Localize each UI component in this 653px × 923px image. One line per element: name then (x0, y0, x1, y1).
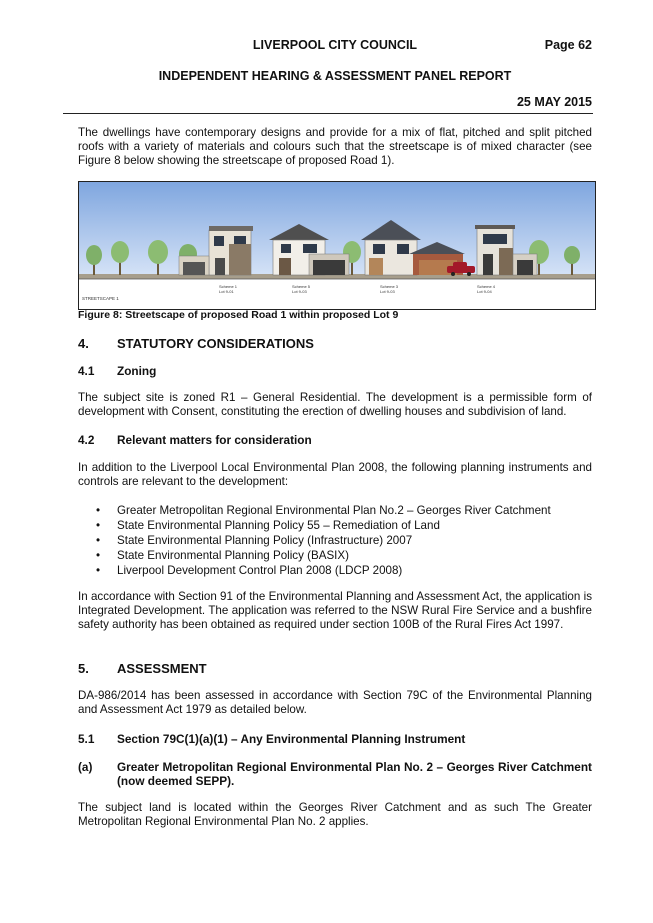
section-title: Relevant matters for consideration (117, 433, 312, 447)
streetscape-drawing (79, 182, 595, 309)
section-number: 5.1 (78, 732, 95, 746)
section-4-2-heading (78, 433, 312, 447)
section-title: ASSESSMENT (117, 661, 207, 676)
section-number: 4.1 (78, 364, 95, 378)
page-number: Page 62 (544, 38, 592, 52)
section-5-1-heading (78, 732, 465, 746)
lot-label: Scheme 4 (477, 284, 496, 289)
assessment-paragraph: DA-986/2014 has been assessed in accordance with Section 79C of the Environmental Planning and Assessment Act 1979 as detailed below. (78, 689, 592, 716)
section-title: Section 79C(1)(a)(1) – Any Environmental Planning Instrument (117, 732, 466, 746)
list-item: • Greater Metropolitan Regional Environmental Plan No.2 – Georges River Catchment (96, 503, 551, 518)
instruments-intro: In addition to the Liverpool Local Environmental Plan 2008, the following planning instruments and controls are relevant to the development: (78, 461, 592, 488)
section-number: 4.2 (78, 433, 95, 447)
list-item: • State Environmental Planning Policy (Infrastructure) 2007 (96, 533, 551, 548)
header-rule (63, 113, 593, 114)
lot-label: Scheme 1 (219, 284, 238, 289)
section-title: Zoning (117, 364, 157, 378)
intro-paragraph: The dwellings have contemporary designs and provide for a mix of flat, pitched and split pitched roofs with a variety of materials and colours such that the streetscape is of mixed character (see Figure 8 below showing the streetscape of proposed Road 1). (78, 126, 592, 167)
list-item: • State Environmental Planning Policy 55 – Remediation of Land (96, 518, 551, 533)
council-name: LIVERPOOL CITY COUNCIL (252, 38, 418, 52)
instruments-list (96, 503, 551, 578)
subsection-title: Greater Metropolitan Regional Environmental Plan No. 2 – Georges River Catchment (now deemed SEPP). (117, 760, 592, 788)
section-5-heading (78, 661, 207, 676)
list-item: • Liverpool Development Control Plan 2008 (LDCP 2008) (96, 563, 551, 578)
section-number: 5. (78, 661, 89, 676)
catchment-paragraph: The subject land is located within the Georges River Catchment and as such The Greater Metropolitan Regional Environmental Plan No. 2 applies. (78, 801, 592, 828)
report-title: INDEPENDENT HEARING & ASSESSMENT PANEL REPORT (158, 69, 512, 83)
subsection-label: (a) (78, 760, 93, 774)
lot-label: Lot 9-04 (477, 289, 492, 294)
streetscape-figure (78, 181, 596, 310)
section-title: STATUTORY CONSIDERATIONS (117, 336, 314, 351)
zoning-paragraph: The subject site is zoned R1 – General Residential. The development is a permissible form of development with Consent, constituting the erection of dwelling houses and subdivision of land. (78, 391, 592, 418)
section-number: 4. (78, 336, 89, 351)
figure-caption: Figure 8: Streetscape of proposed Road 1 within proposed Lot 9 (78, 309, 399, 321)
lot-label: Lot 9-03 (380, 289, 395, 294)
integrated-development-paragraph: In accordance with Section 91 of the Environmental Planning and Assessment Act, the application is Integrated Development. The application was referred to the NSW Rural Fire Service and a bushfire safety authority has been obtained as required under section 100B of the Rural Fires Act 1997. (78, 590, 592, 631)
streetscape-label: STREETSCAPE 1 (82, 296, 119, 301)
lot-label: Lot 9-01 (219, 289, 234, 294)
list-item: • State Environmental Planning Policy (BASIX) (96, 548, 551, 563)
lot-label: Scheme 5 (292, 284, 311, 289)
lot-label: Lot 9-03 (292, 289, 307, 294)
report-date: 25 MAY 2015 (516, 95, 592, 109)
page-header (78, 38, 592, 54)
section-4-1-heading (78, 364, 156, 378)
section-4-heading (78, 336, 314, 351)
lot-label: Scheme 3 (380, 284, 399, 289)
